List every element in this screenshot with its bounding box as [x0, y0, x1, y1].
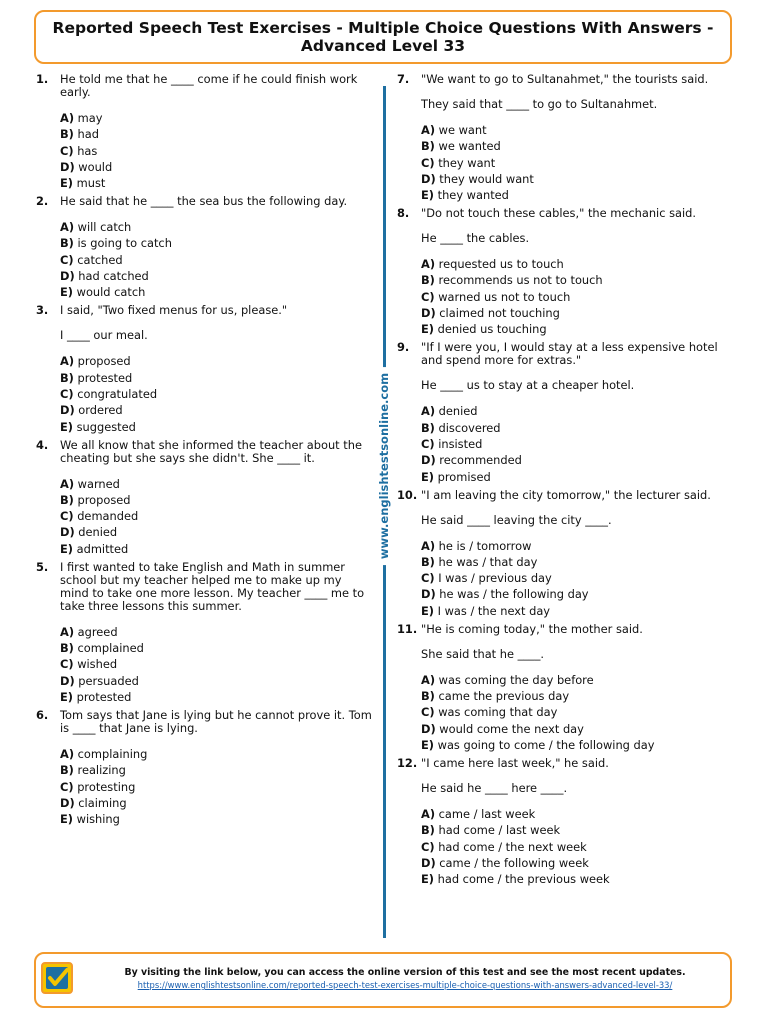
- question-prompt: He said ____ leaving the city ____.: [421, 512, 612, 527]
- option-c[interactable]: [60, 658, 372, 671]
- option-text: claimed not touching: [439, 306, 560, 321]
- option-letter: D): [60, 403, 75, 418]
- option-d[interactable]: [60, 797, 372, 810]
- option-a[interactable]: [421, 405, 737, 418]
- option-text: realizing: [77, 763, 126, 778]
- option-letter: D): [60, 673, 75, 688]
- option-b[interactable]: [421, 422, 737, 435]
- option-text: ordered: [78, 403, 123, 418]
- option-text: protested: [76, 689, 132, 704]
- option-letter: A): [421, 123, 436, 137]
- option-text: he is / tomorrow: [438, 538, 532, 553]
- question-1: [36, 73, 372, 190]
- option-letter: B): [421, 823, 435, 838]
- option-letter: D): [60, 795, 75, 810]
- option-text: I was / the next day: [437, 603, 551, 618]
- question-text: I first wanted to take English and Math in summer school but my teacher helped me to make up my mind to take one more lesson. My teacher ____ me to take three lessons this summer.: [60, 559, 365, 613]
- option-letter: B): [60, 641, 74, 656]
- option-text: recommended: [439, 453, 522, 468]
- option-letter: C): [421, 289, 435, 304]
- questions-column-left: [36, 73, 372, 829]
- option-a[interactable]: [60, 112, 372, 125]
- option-e[interactable]: [421, 323, 737, 336]
- option-c[interactable]: [421, 438, 737, 451]
- option-letter: E): [421, 469, 434, 484]
- option-letter: A): [421, 257, 436, 272]
- option-text: may: [77, 111, 103, 125]
- option-letter: D): [60, 269, 75, 284]
- question-text: "He is coming today," the mother said.: [421, 621, 643, 636]
- option-letter: C): [421, 155, 435, 170]
- question-number: 9.: [397, 340, 410, 355]
- option-text: we wanted: [438, 139, 501, 154]
- option-letter: D): [421, 306, 436, 321]
- option-letter: C): [421, 839, 435, 854]
- option-c[interactable]: [421, 841, 737, 854]
- option-letter: D): [421, 171, 436, 186]
- option-e[interactable]: [421, 739, 737, 752]
- option-b[interactable]: [421, 690, 737, 703]
- option-letter: E): [60, 689, 73, 704]
- question-number: 6.: [36, 707, 49, 722]
- options-list: [421, 540, 737, 618]
- option-a[interactable]: [421, 808, 737, 821]
- option-letter: B): [60, 370, 74, 385]
- option-letter: D): [421, 721, 436, 736]
- option-text: persuaded: [78, 673, 139, 688]
- option-text: was coming that day: [438, 705, 558, 720]
- options-list: [421, 808, 737, 886]
- option-e[interactable]: [60, 691, 372, 704]
- option-letter: C): [421, 705, 435, 720]
- option-text: had catched: [78, 269, 149, 284]
- question-11: [397, 623, 737, 752]
- option-letter: D): [421, 453, 436, 468]
- option-letter: D): [60, 525, 75, 540]
- option-e[interactable]: [421, 605, 737, 618]
- question-text: He said that he ____ the sea bus the following day.: [60, 194, 348, 209]
- option-text: demanded: [77, 509, 139, 524]
- option-d[interactable]: [60, 270, 372, 283]
- option-letter: C): [421, 436, 435, 451]
- option-e[interactable]: [421, 189, 737, 202]
- option-text: would come the next day: [439, 721, 584, 736]
- option-letter: B): [421, 273, 435, 288]
- option-a[interactable]: [421, 674, 737, 687]
- option-e[interactable]: [421, 873, 737, 886]
- options-list: [60, 221, 372, 299]
- option-letter: A): [60, 220, 75, 235]
- option-letter: A): [60, 476, 75, 491]
- option-letter: A): [60, 354, 75, 369]
- option-text: would catch: [76, 285, 146, 300]
- options-list: [60, 626, 372, 704]
- question-text: "I came here last week," he said.: [421, 755, 609, 770]
- option-text: congratulated: [77, 386, 158, 401]
- option-text: insisted: [438, 436, 483, 451]
- options-list: [421, 405, 737, 483]
- option-text: warned: [77, 476, 120, 491]
- option-letter: C): [60, 386, 74, 401]
- option-c[interactable]: [421, 706, 737, 719]
- option-c[interactable]: [60, 254, 372, 267]
- question-5: [36, 561, 372, 704]
- option-text: had come / the next week: [438, 839, 587, 854]
- question-number: 8.: [397, 206, 410, 221]
- option-text: proposed: [77, 354, 131, 369]
- option-c[interactable]: [60, 510, 372, 523]
- option-c[interactable]: [60, 781, 372, 794]
- option-text: must: [76, 176, 106, 191]
- option-letter: D): [60, 159, 75, 174]
- question-6: [36, 709, 372, 826]
- question-number: 5.: [36, 559, 49, 574]
- question-text: We all know that she informed the teacher about the cheating but she says she didn't. She ____ it.: [60, 437, 362, 465]
- option-letter: E): [421, 872, 434, 887]
- option-letter: D): [421, 587, 436, 602]
- option-letter: C): [60, 657, 74, 672]
- watermark-url: www.englishtestsonline.com: [377, 367, 391, 565]
- option-d[interactable]: [421, 454, 737, 467]
- option-e[interactable]: [60, 177, 372, 190]
- question-number: 3.: [36, 303, 49, 318]
- option-b[interactable]: [60, 764, 372, 777]
- option-letter: B): [60, 236, 74, 251]
- option-text: admitted: [76, 541, 129, 556]
- option-c[interactable]: [421, 572, 737, 585]
- options-list: [60, 478, 372, 556]
- option-text: they would want: [439, 171, 534, 186]
- question-3: [36, 304, 372, 433]
- option-text: has: [77, 143, 98, 158]
- option-letter: A): [421, 404, 436, 419]
- option-d[interactable]: [421, 173, 737, 186]
- footer-text: [96, 966, 714, 992]
- option-letter: B): [421, 420, 435, 435]
- question-prompt: He ____ the cables.: [421, 231, 530, 246]
- option-letter: E): [421, 322, 434, 337]
- option-d[interactable]: [421, 723, 737, 736]
- option-letter: C): [421, 571, 435, 586]
- question-7: [397, 73, 737, 202]
- option-text: they wanted: [437, 188, 509, 203]
- question-text: I said, "Two fixed menus for us, please.": [60, 303, 288, 318]
- option-text: had come / last week: [438, 823, 561, 838]
- question-text: He told me that he ____ come if he could finish work early.: [60, 72, 358, 99]
- question-2: [36, 195, 372, 299]
- option-text: complained: [77, 641, 144, 656]
- option-text: will catch: [77, 220, 132, 235]
- option-text: proposed: [77, 492, 131, 507]
- question-prompt: She said that he ____.: [421, 646, 545, 661]
- option-text: came / last week: [438, 806, 536, 821]
- option-d[interactable]: [60, 526, 372, 539]
- option-letter: A): [421, 672, 436, 687]
- option-letter: C): [60, 252, 74, 267]
- option-b[interactable]: [60, 642, 372, 655]
- question-4: [36, 439, 372, 556]
- option-e[interactable]: [60, 286, 372, 299]
- option-b[interactable]: [421, 556, 737, 569]
- option-letter: B): [60, 127, 74, 142]
- question-text: Tom says that Jane is lying but he cannot prove it. Tom is ____ that Jane is lying.: [60, 707, 372, 735]
- option-text: came / the following week: [439, 855, 589, 870]
- question-number: 12.: [397, 755, 418, 770]
- option-letter: E): [60, 541, 73, 556]
- option-a[interactable]: [421, 540, 737, 553]
- option-letter: B): [60, 492, 74, 507]
- option-d[interactable]: [60, 675, 372, 688]
- question-number: 10.: [397, 487, 418, 502]
- options-list: [421, 124, 737, 202]
- option-e[interactable]: [60, 421, 372, 434]
- options-list: [60, 355, 372, 433]
- footer-notice: By visiting the link below, you can access the online version of this test and see the most recent updates.: [124, 967, 686, 978]
- option-letter: A): [60, 111, 75, 125]
- question-number: 2.: [36, 194, 49, 209]
- option-e[interactable]: [60, 543, 372, 556]
- option-d[interactable]: [421, 857, 737, 870]
- option-text: would: [78, 159, 113, 174]
- question-8: [397, 207, 737, 336]
- option-text: they want: [438, 155, 496, 170]
- option-text: came the previous day: [438, 689, 570, 704]
- option-text: I was / previous day: [438, 571, 552, 586]
- question-prompt: He said he ____ here ____.: [421, 780, 568, 795]
- option-text: had come / the previous week: [437, 872, 610, 887]
- option-d[interactable]: [60, 161, 372, 174]
- question-number: 11.: [397, 621, 418, 636]
- option-text: he was / that day: [438, 554, 538, 569]
- option-c[interactable]: [421, 157, 737, 170]
- options-list: [421, 674, 737, 752]
- option-text: suggested: [76, 419, 136, 434]
- question-text: "Do not touch these cables," the mechanic said.: [421, 206, 697, 221]
- question-number: 7.: [397, 72, 410, 86]
- option-c[interactable]: [421, 291, 737, 304]
- option-letter: A): [60, 624, 75, 639]
- questions-column-right: [397, 73, 737, 889]
- option-letter: E): [421, 603, 434, 618]
- question-number: 1.: [36, 72, 49, 86]
- option-e[interactable]: [421, 471, 737, 484]
- options-list: [60, 748, 372, 826]
- option-d[interactable]: [60, 404, 372, 417]
- option-b[interactable]: [421, 140, 737, 153]
- option-d[interactable]: [421, 307, 737, 320]
- option-letter: B): [421, 554, 435, 569]
- option-c[interactable]: [60, 145, 372, 158]
- options-list: [421, 258, 737, 336]
- option-b[interactable]: [60, 128, 372, 141]
- option-b[interactable]: [60, 372, 372, 385]
- footer-box: [34, 952, 732, 1008]
- question-9: [397, 341, 737, 483]
- option-text: discovered: [438, 420, 501, 435]
- option-text: recommends us not to touch: [438, 273, 603, 288]
- option-a[interactable]: [60, 221, 372, 234]
- option-letter: C): [60, 779, 74, 794]
- option-text: protested: [77, 370, 133, 385]
- option-letter: B): [60, 763, 74, 778]
- option-text: denied us touching: [437, 322, 547, 337]
- option-text: protesting: [77, 779, 136, 794]
- option-e[interactable]: [60, 813, 372, 826]
- options-list: [60, 112, 372, 190]
- option-text: warned us not to touch: [438, 289, 571, 304]
- option-a[interactable]: [60, 626, 372, 639]
- option-a[interactable]: [60, 355, 372, 368]
- question-text: "If I were you, I would stay at a less expensive hotel and spend more for extras.": [421, 340, 718, 368]
- checkbox-logo-icon: [40, 961, 74, 995]
- option-a[interactable]: [421, 124, 737, 137]
- option-d[interactable]: [421, 588, 737, 601]
- option-text: was going to come / the following day: [437, 737, 655, 752]
- option-text: agreed: [77, 624, 118, 639]
- option-text: wishing: [76, 812, 120, 827]
- option-letter: E): [60, 812, 73, 827]
- option-b[interactable]: [421, 824, 737, 837]
- option-letter: E): [60, 285, 73, 300]
- option-letter: E): [60, 176, 73, 191]
- option-letter: E): [421, 737, 434, 752]
- option-text: denied: [438, 404, 478, 419]
- option-letter: B): [421, 139, 435, 154]
- option-letter: C): [60, 509, 74, 524]
- option-text: wished: [77, 657, 118, 672]
- option-text: he was / the following day: [439, 587, 589, 602]
- option-a[interactable]: [60, 748, 372, 761]
- option-b[interactable]: [60, 494, 372, 507]
- option-text: had: [77, 127, 99, 142]
- footer-link[interactable]: https://www.englishtestsonline.com/reported-speech-test-exercises-multiple-choice-questions-with-answers-advanced-level-33/: [137, 980, 673, 990]
- option-letter: A): [421, 806, 436, 821]
- question-text: "We want to go to Sultanahmet," the tourists said.: [421, 72, 709, 86]
- option-text: denied: [78, 525, 118, 540]
- question-prompt: I ____ our meal.: [60, 328, 148, 343]
- option-text: we want: [438, 123, 487, 137]
- option-b[interactable]: [60, 237, 372, 250]
- question-10: [397, 489, 737, 618]
- option-letter: C): [60, 143, 74, 158]
- question-prompt: They said that ____ to go to Sultanahmet.: [421, 97, 658, 111]
- question-number: 4.: [36, 437, 49, 452]
- option-letter: D): [421, 855, 436, 870]
- option-a[interactable]: [60, 478, 372, 491]
- option-letter: A): [421, 538, 436, 553]
- option-text: requested us to touch: [438, 257, 564, 272]
- option-b[interactable]: [421, 274, 737, 287]
- option-text: is going to catch: [77, 236, 172, 251]
- title-box: [34, 10, 732, 64]
- option-text: was coming the day before: [438, 672, 594, 687]
- question-12: [397, 757, 737, 886]
- option-letter: B): [421, 689, 435, 704]
- question-prompt: He ____ us to stay at a cheaper hotel.: [421, 378, 635, 393]
- option-a[interactable]: [421, 258, 737, 271]
- question-text: "I am leaving the city tomorrow," the lecturer said.: [421, 487, 711, 502]
- option-text: promised: [437, 469, 491, 484]
- option-c[interactable]: [60, 388, 372, 401]
- option-text: catched: [77, 252, 123, 267]
- page-title: Reported Speech Test Exercises - Multiple Choice Questions With Answers - Advanced Level 33: [52, 19, 714, 55]
- option-letter: E): [60, 419, 73, 434]
- option-letter: E): [421, 188, 434, 203]
- option-text: claiming: [78, 795, 127, 810]
- option-text: complaining: [77, 746, 148, 761]
- option-letter: A): [60, 746, 75, 761]
